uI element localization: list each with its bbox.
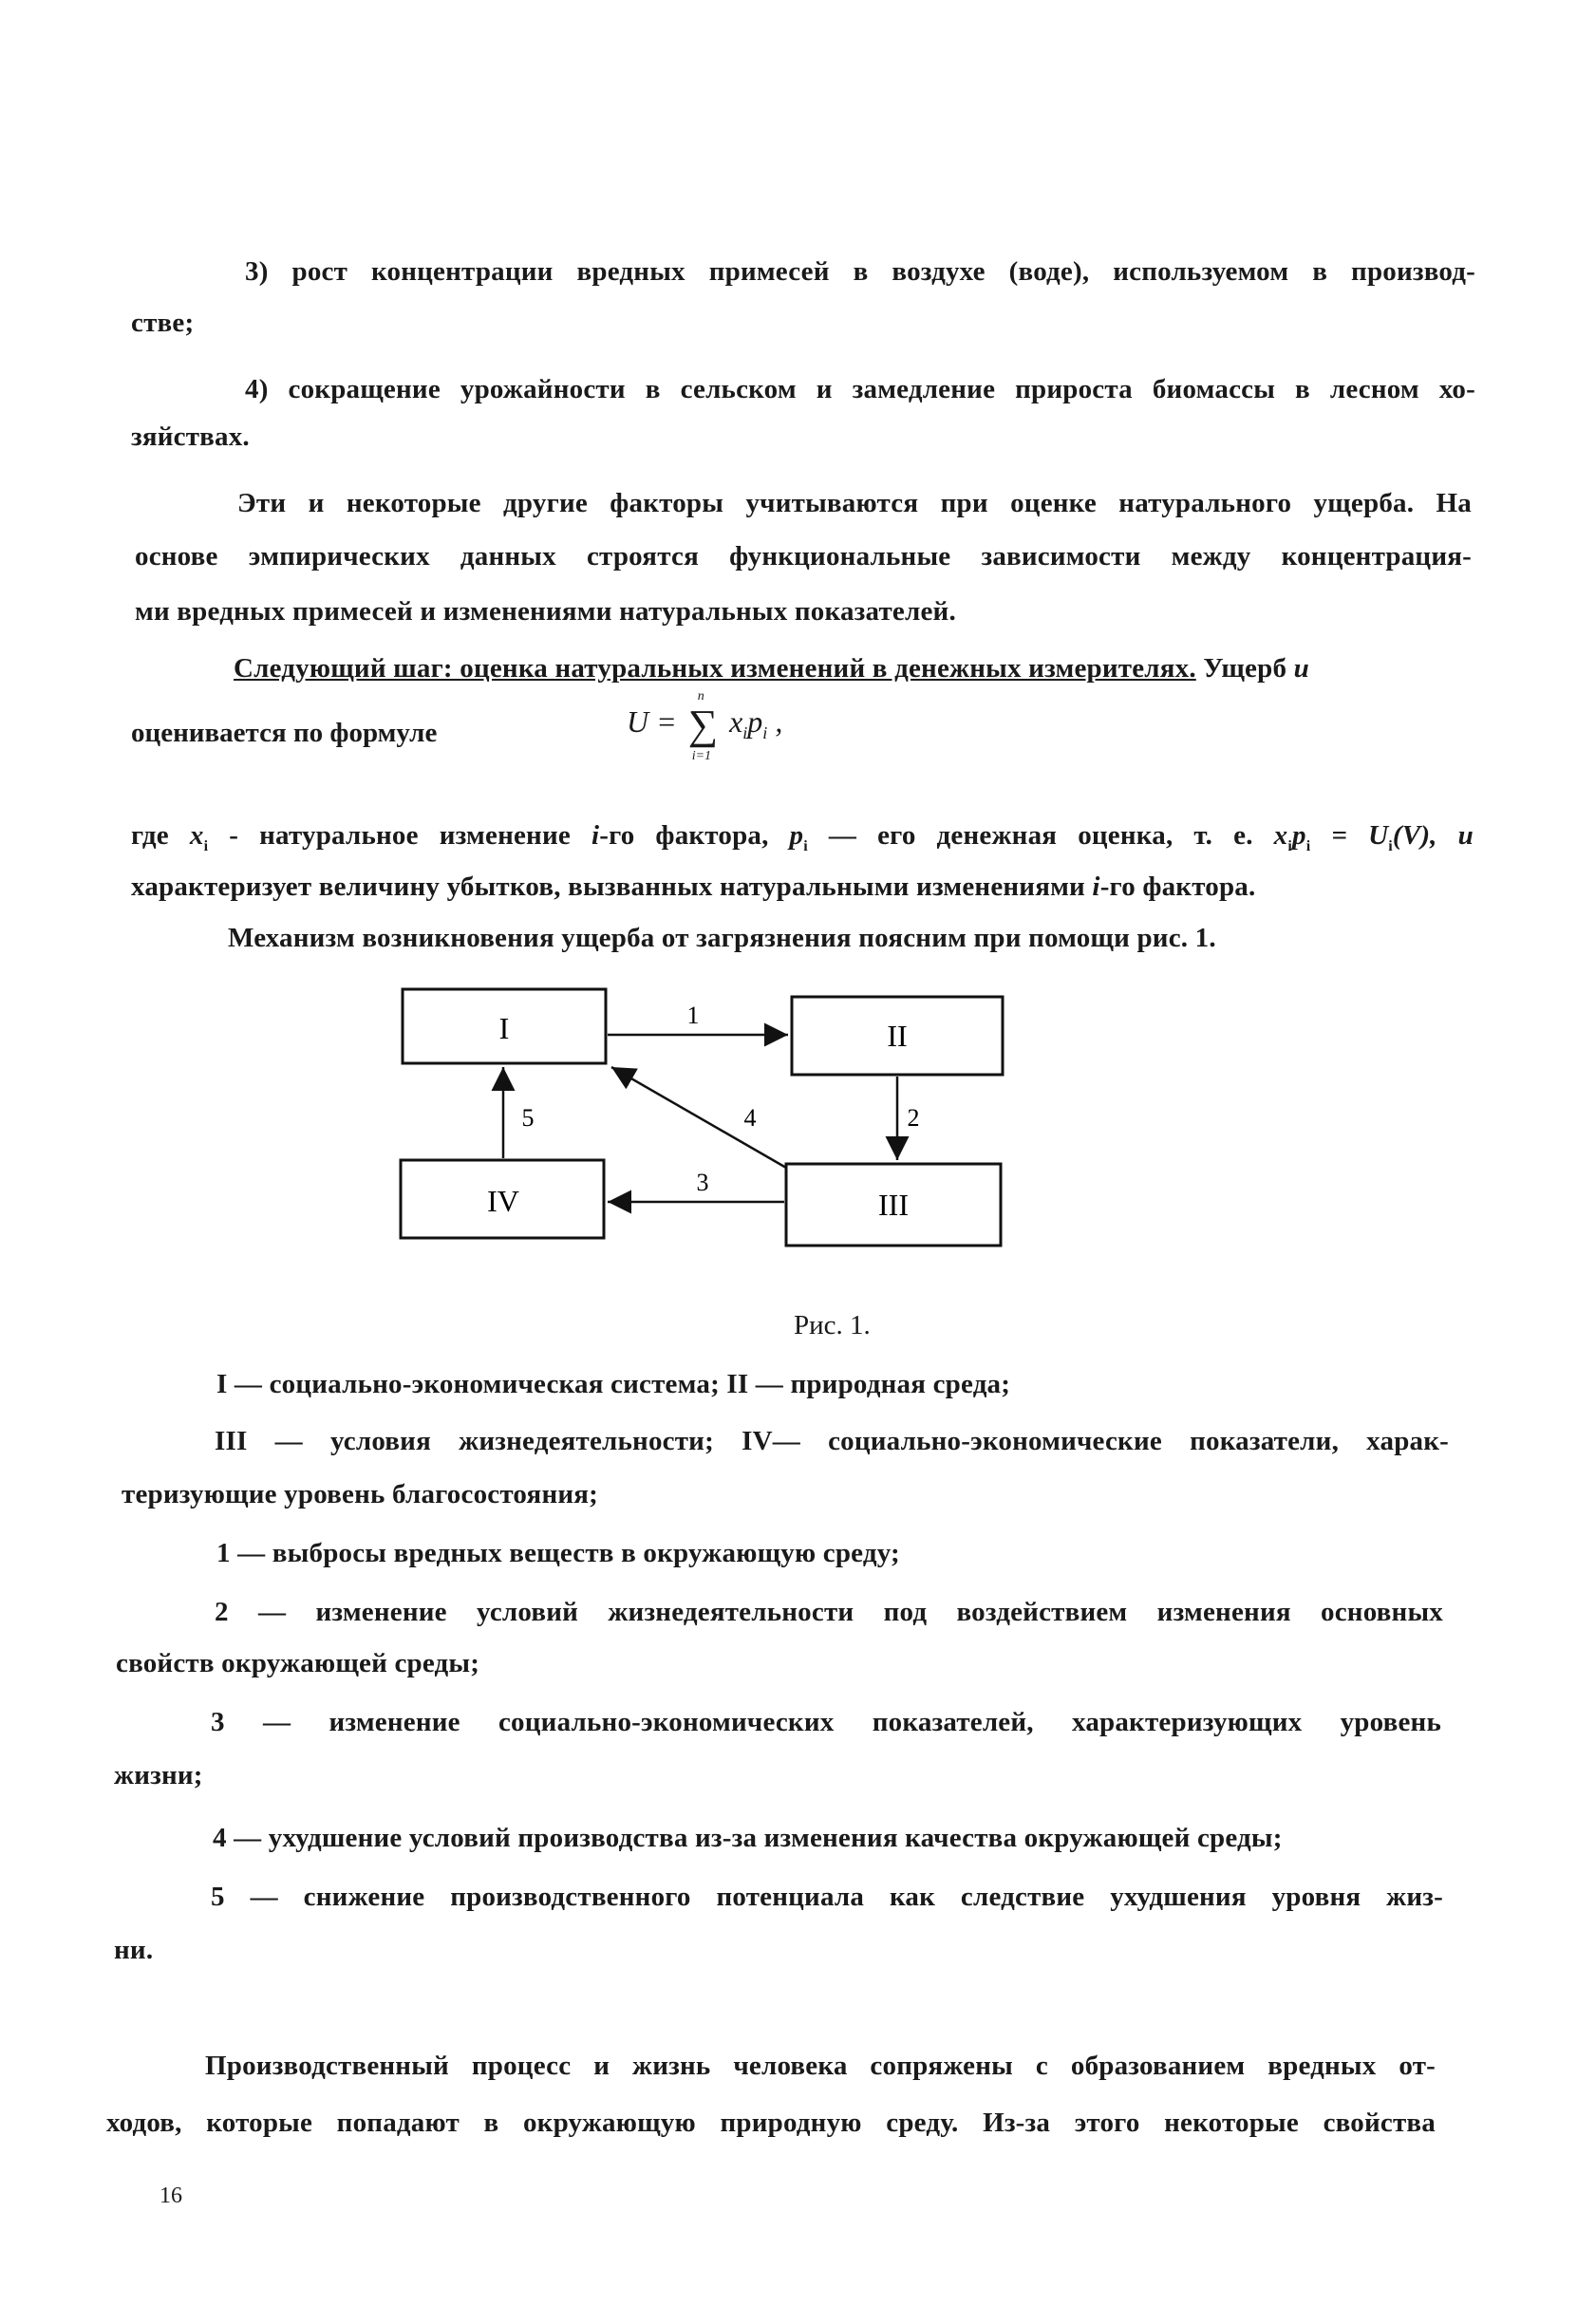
text-line: основе эмпирических данных строятся функциональные зависимости между концентрация-	[135, 541, 1472, 572]
legend-line: жизни;	[114, 1760, 203, 1790]
text-line: стве;	[131, 308, 195, 338]
sum-symbol	[687, 689, 719, 763]
text-line: 3) рост концентрации вредных примесей в воздухе (воде), используемом в производ-	[245, 256, 1475, 287]
formula-label: оценивается по формуле	[131, 718, 438, 748]
text-line: Эти и некоторые другие факторы учитываются при оценке натурального ущерба. На	[237, 488, 1472, 518]
legend-line: 3 — изменение социально-экономических показателей, характеризующих уровень	[211, 1707, 1441, 1737]
legend-line: 1 — выбросы вредных веществ в окружающую среду;	[216, 1538, 900, 1568]
arrow-1-label: 1	[686, 1002, 700, 1029]
sigma: ∑	[687, 702, 719, 748]
sum-lower-limit: i=1	[691, 749, 712, 763]
sub-i: i	[1287, 837, 1293, 854]
text-fragment: - натуральное изменение	[208, 820, 591, 851]
formula-x: x	[729, 703, 743, 739]
arrow-2-label: 2	[907, 1104, 920, 1132]
var-i: i	[1092, 872, 1100, 902]
box-I-label: I	[498, 1011, 510, 1045]
legend-line: 5 — снижение производственного потенциала как следствие ухудшения уровня жиз-	[211, 1882, 1443, 1912]
text-fragment: — его денежная оценка, т. е.	[807, 820, 1274, 851]
text-fragment: -го фактора,	[599, 820, 790, 851]
sum-upper-limit: n	[697, 689, 704, 703]
arrow-4-label: 4	[743, 1104, 757, 1132]
arrow-3-label: 3	[696, 1169, 709, 1196]
legend-line: 4 — ухудшение условий производства из-за изменения качества окружающей среды;	[213, 1823, 1283, 1853]
formula-lhs: U =	[627, 703, 677, 739]
box-IV-label: IV	[487, 1184, 519, 1218]
formula-tail: ,	[767, 703, 783, 739]
box-II-label: II	[887, 1019, 908, 1053]
text-line: ми вредных примесей и изменениями натуральных показателей.	[135, 596, 956, 627]
text-fragment: -го фактора.	[1099, 872, 1256, 902]
sub-i: i	[1388, 837, 1393, 854]
formula-x-sub: i	[742, 723, 748, 743]
variable-u: u	[1293, 653, 1309, 684]
var-i: i	[591, 820, 600, 851]
text-line: Производственный процесс и жизнь человека сопряжены с образованием вредных от-	[205, 2051, 1436, 2081]
underlined-phrase: Следующий шаг: оценка натуральных изменений в денежных измерителях.	[234, 653, 1196, 684]
legend-line: теризующие уровень благосостояния;	[122, 1479, 599, 1509]
arrow-5-label: 5	[521, 1104, 535, 1132]
arrow-4	[611, 1067, 786, 1168]
text-fragment: (V), и	[1392, 820, 1474, 851]
box-III-label: III	[878, 1188, 909, 1222]
formula-p: p	[747, 703, 763, 739]
sub-i: i	[203, 837, 209, 854]
figure-caption: Рис. 1.	[794, 1310, 871, 1340]
var-p: p	[1292, 820, 1306, 851]
var-x: x	[1273, 820, 1288, 851]
text-fragment: где	[131, 820, 190, 851]
legend-line: свойств окружающей среды;	[116, 1648, 480, 1678]
legend-line: ни.	[114, 1935, 154, 1965]
legend-line: 2 — изменение условий жизнедеятельности под воздействием изменения основных	[215, 1597, 1443, 1627]
var-p: p	[789, 820, 804, 851]
var-x: x	[189, 820, 204, 851]
text-line: 4) сокращение урожайности в сельском и замедление прироста биомассы в лесном хо-	[245, 374, 1475, 404]
page-number: 16	[160, 2183, 182, 2208]
text-line: Механизм возникновения ущерба от загрязнения поясним при помощи рис. 1.	[228, 923, 1216, 953]
text-fragment: Ущерб	[1195, 653, 1287, 684]
legend-line: III — условия жизнедеятельности; IV— социально-экономические показатели, харак-	[215, 1426, 1449, 1456]
sub-i: i	[1305, 837, 1311, 854]
text-line	[234, 651, 1468, 685]
text-line: зяйствах.	[131, 422, 250, 452]
damage-formula	[627, 689, 783, 763]
mechanism-diagram	[389, 987, 1016, 1253]
text-line: ходов, которые попадают в окружающую природную среду. Из-за этого некоторые свойства	[106, 2108, 1436, 2138]
text-line	[131, 818, 1474, 864]
formula-p-sub: i	[762, 723, 768, 743]
text-fragment: характеризует величину убытков, вызванных натуральными изменениями	[131, 872, 1093, 902]
var-U: = U	[1310, 820, 1389, 851]
sub-i: i	[803, 837, 808, 854]
text-line	[131, 870, 1255, 904]
legend-line: I — социально-экономическая система; II — природная среда;	[216, 1369, 1011, 1399]
